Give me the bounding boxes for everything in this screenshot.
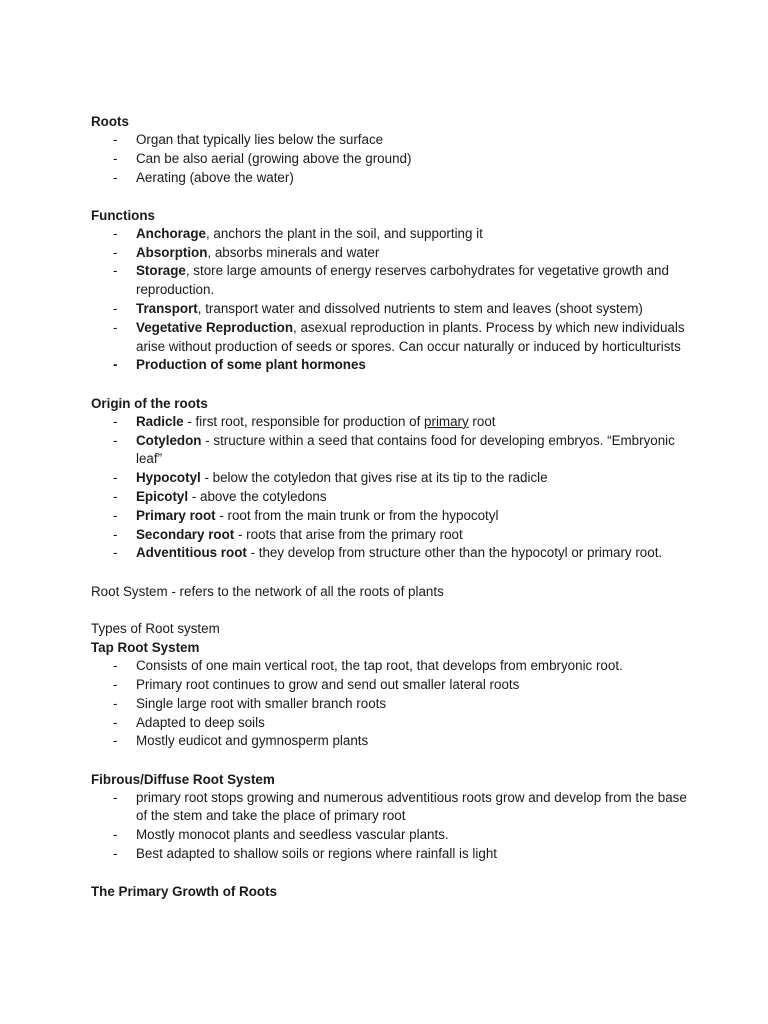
dash-bullet: -: [113, 733, 118, 749]
list-item: [91, 526, 691, 545]
dash-bullet: -: [113, 545, 118, 561]
list-item: [91, 714, 691, 733]
term: Epicotyl: [136, 488, 189, 504]
dash-bullet: -: [113, 301, 118, 317]
dash-bullet: -: [113, 846, 118, 862]
term: Radicle: [136, 413, 184, 429]
dash-bullet: -: [113, 827, 118, 843]
definition: , asexual reproduction in plants. Process by which new individuals arise without production of seeds or spores. Can occur naturally or induced by horticulturists: [136, 319, 685, 354]
list-item: [91, 657, 691, 676]
list-item: [91, 695, 691, 714]
list-item: [91, 262, 691, 300]
definition: - below the cotyledon that gives rise at its tip to the radicle: [200, 470, 548, 486]
dash-bullet: -: [113, 695, 118, 711]
list-item: [91, 432, 691, 470]
list-item: [91, 225, 691, 244]
functions-heading: Functions: [91, 207, 155, 223]
underlined-word: primary: [424, 413, 469, 429]
tap-root-heading: Tap Root System: [91, 640, 200, 656]
term: Cotyledon: [136, 432, 202, 448]
list-item-text: Production of some plant hormones: [136, 357, 366, 373]
list-item-text: Primary root continues to grow and send out smaller lateral roots: [136, 676, 520, 692]
definition-end: root: [468, 413, 496, 429]
list-item: [91, 488, 691, 507]
dash-bullet: -: [113, 714, 118, 730]
list-item-text: Single large root with smaller branch roots: [136, 695, 387, 711]
dash-bullet: -: [113, 319, 118, 335]
term: Adventitious root: [136, 545, 247, 561]
dash-bullet: -: [113, 132, 118, 147]
origin-heading: Origin of the roots: [91, 395, 208, 411]
document-page: [91, 112, 691, 901]
spacer: [91, 563, 691, 582]
dash-bullet: -: [113, 507, 118, 523]
definition: - first root, responsible for production of: [183, 413, 425, 429]
list-item-text: Best adapted to shallow soils or regions where rainfall is light: [136, 846, 497, 862]
term: Hypocotyl: [136, 470, 201, 486]
list-item: [91, 413, 691, 432]
list-item-text: Aerating (above the water): [136, 169, 294, 185]
term: Secondary root: [136, 526, 235, 542]
term: Vegetative Reproduction: [136, 319, 293, 335]
spacer: [91, 751, 691, 770]
dash-bullet: -: [113, 658, 118, 674]
list-item: [91, 319, 691, 357]
list-item-text: Mostly eudicot and gymnosperm plants: [136, 733, 369, 749]
dash-bullet: -: [113, 244, 118, 260]
list-item: [91, 845, 691, 864]
dash-bullet: -: [113, 150, 118, 166]
spacer: [91, 375, 691, 394]
dash-bullet: -: [113, 263, 118, 279]
list-item: [91, 150, 691, 169]
dash-bullet: -: [113, 470, 118, 486]
term: Primary root: [136, 507, 216, 523]
list-item: [91, 732, 691, 751]
dash-bullet: -: [113, 169, 118, 185]
dash-bullet: -: [113, 526, 118, 542]
root-system-definition: Root System - refers to the network of all the roots of plants: [91, 583, 444, 599]
dash-bullet: -: [113, 789, 118, 805]
list-item: [91, 300, 691, 319]
definition: - roots that arise from the primary root: [234, 526, 463, 542]
list-item-text: Mostly monocot plants and seedless vascular plants.: [136, 827, 449, 843]
list-item-text: primary root stops growing and numerous adventitious roots grow and develop from the base of the stem and take the place of primary root: [136, 789, 687, 824]
list-item-text: Adapted to deep soils: [136, 714, 265, 730]
list-item-text: Organ that typically lies below the surface: [136, 132, 384, 147]
definition: - structure within a seed that contains food for developing embryos. “Embryonic leaf”: [136, 432, 675, 467]
spacer: [91, 864, 691, 883]
dash-bullet: -: [113, 676, 118, 692]
functions-list: [91, 225, 691, 375]
term: Storage: [136, 263, 186, 279]
definition: - above the cotyledons: [188, 488, 327, 504]
list-item: [91, 676, 691, 695]
definition: , absorbs minerals and water: [207, 244, 380, 260]
definition: , anchors the plant in the soil, and supporting it: [205, 225, 483, 241]
definition: , transport water and dissolved nutrients to stem and leaves (shoot system): [197, 301, 643, 317]
roots-heading: Roots: [91, 114, 129, 129]
list-item: [91, 826, 691, 845]
dash-bullet: -: [113, 413, 118, 429]
dash-bullet: -: [113, 225, 118, 241]
fibrous-heading: Fibrous/Diffuse Root System: [91, 771, 275, 787]
definition: , store large amounts of energy reserves carbohydrates for vegetative growth and reproduction.: [136, 263, 669, 298]
list-item: [91, 507, 691, 526]
dash-bullet: -: [113, 432, 118, 448]
term: Absorption: [136, 244, 208, 260]
tap-root-list: [91, 657, 691, 751]
definition: - root from the main trunk or from the hypocotyl: [215, 507, 499, 523]
list-item: [91, 131, 691, 150]
list-item: [91, 169, 691, 188]
primary-growth-heading: The Primary Growth of Roots: [91, 884, 277, 900]
dash-bullet: -: [113, 357, 118, 373]
spacer: [91, 601, 691, 620]
list-item: [91, 244, 691, 263]
list-item: [91, 544, 691, 563]
fibrous-list: [91, 789, 691, 864]
definition: - they develop from structure other than the hypocotyl or primary root.: [246, 545, 663, 561]
dash-bullet: -: [113, 488, 118, 504]
list-item: [91, 356, 691, 375]
list-item: [91, 789, 691, 827]
term: Anchorage: [136, 225, 206, 241]
list-item: [91, 469, 691, 488]
term: Transport: [136, 301, 198, 317]
spacer: [91, 187, 691, 206]
list-item-text: Consists of one main vertical root, the tap root, that develops from embryonic root.: [136, 658, 623, 674]
origin-list: [91, 413, 691, 563]
types-label: Types of Root system: [91, 621, 220, 637]
list-item-text: Can be also aerial (growing above the ground): [136, 150, 412, 166]
roots-list: [91, 131, 691, 187]
